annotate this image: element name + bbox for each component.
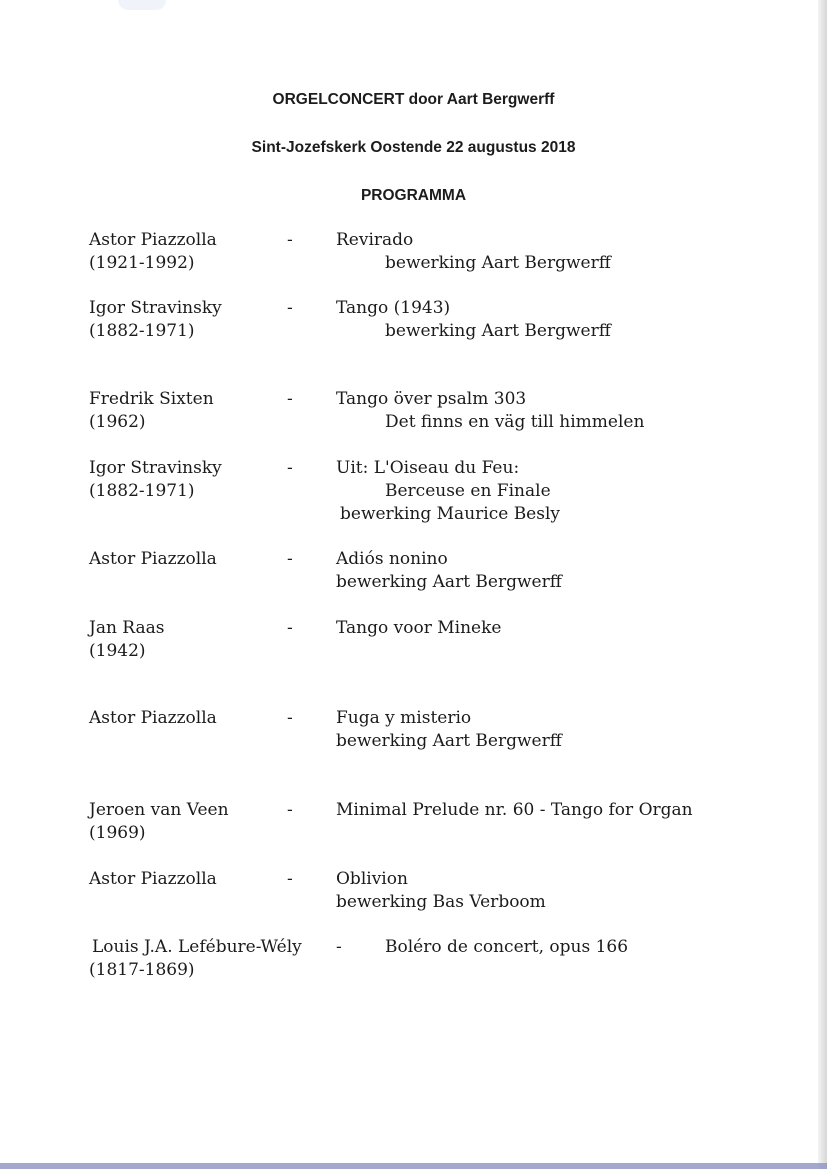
composer-dates: (1962)	[89, 412, 146, 432]
work	[336, 388, 644, 434]
work-title: Boléro de concert, opus 166	[385, 937, 629, 957]
work-title: Minimal Prelude nr. 60 - Tango for Organ	[336, 800, 693, 820]
work	[336, 868, 546, 914]
work-title: Revirado	[336, 230, 414, 250]
work-title: Uit: L'Oiseau du Feu:	[336, 458, 520, 478]
composer	[89, 799, 229, 845]
separator-dash: -	[336, 937, 342, 957]
composer-name: Astor Piazzolla	[89, 549, 217, 569]
top-edge-mark	[118, 0, 166, 10]
separator-dash: -	[287, 458, 293, 478]
work-detail: bewerking Aart Bergwerff	[385, 321, 611, 341]
composer	[89, 388, 214, 434]
separator-dash: -	[287, 618, 293, 638]
composer	[89, 229, 217, 275]
composer	[89, 548, 217, 571]
work	[336, 707, 562, 753]
concert-title: ORGELCONCERT door Aart Bergwerff	[272, 91, 555, 108]
work-detail: Det finns en väg till himmelen	[385, 412, 645, 432]
composer-dates: (1921-1992)	[89, 253, 195, 273]
composer-dates: (1882-1971)	[89, 321, 195, 341]
work	[385, 936, 628, 959]
separator-dash: -	[287, 230, 293, 250]
work-title: Tango över psalm 303	[336, 389, 527, 409]
separator-dash: -	[287, 800, 293, 820]
separator-dash: -	[287, 389, 293, 409]
composer	[89, 617, 165, 663]
composer-name: Igor Stravinsky	[89, 298, 222, 318]
composer	[89, 868, 217, 891]
work-title: Tango voor Mineke	[336, 618, 502, 638]
work-title: Tango (1943)	[336, 298, 451, 318]
separator-dash: -	[287, 869, 293, 889]
work	[336, 229, 611, 275]
work-title: Fuga y misterio	[336, 708, 472, 728]
composer-dates: (1817-1869)	[89, 960, 195, 980]
work-title: Adiós nonino	[336, 549, 448, 569]
scanner-edge-bar	[0, 1163, 827, 1169]
programme-heading: PROGRAMMA	[360, 187, 467, 204]
work	[336, 297, 611, 343]
work-detail: bewerking Bas Verboom	[336, 892, 546, 912]
concert-venue-date: Sint-Jozefskerk Oostende 22 augustus 2018	[251, 139, 576, 156]
work-detail: bewerking Aart Bergwerff	[385, 253, 611, 273]
composer-dates: (1969)	[89, 823, 146, 843]
work-arranger: bewerking Maurice Besly	[340, 504, 561, 524]
composer-name: Igor Stravinsky	[89, 458, 222, 478]
composer	[89, 707, 217, 730]
separator-dash: -	[287, 298, 293, 318]
work	[336, 457, 560, 526]
work-detail: bewerking Aart Bergwerff	[336, 731, 562, 751]
separator-dash: -	[287, 549, 293, 569]
composer-dates: (1942)	[89, 641, 146, 661]
composer-name: Louis J.A. Lefébure-Wély	[92, 937, 302, 957]
page-edge-shadow	[818, 0, 827, 1169]
composer	[89, 457, 222, 503]
composer-name: Jeroen van Veen	[89, 800, 229, 820]
work	[336, 548, 562, 594]
separator-dash: -	[287, 708, 293, 728]
work	[336, 799, 693, 822]
work-detail: Berceuse en Finale	[385, 481, 551, 501]
composer	[89, 936, 302, 982]
composer	[89, 297, 222, 343]
composer-name: Astor Piazzolla	[89, 869, 217, 889]
work	[336, 617, 501, 640]
work-title: Oblivion	[336, 869, 408, 889]
composer-name: Fredrik Sixten	[89, 389, 214, 409]
composer-name: Astor Piazzolla	[89, 230, 217, 250]
composer-dates: (1882-1971)	[89, 481, 195, 501]
work-detail: bewerking Aart Bergwerff	[336, 572, 562, 592]
composer-name: Jan Raas	[89, 618, 165, 638]
composer-name: Astor Piazzolla	[89, 708, 217, 728]
